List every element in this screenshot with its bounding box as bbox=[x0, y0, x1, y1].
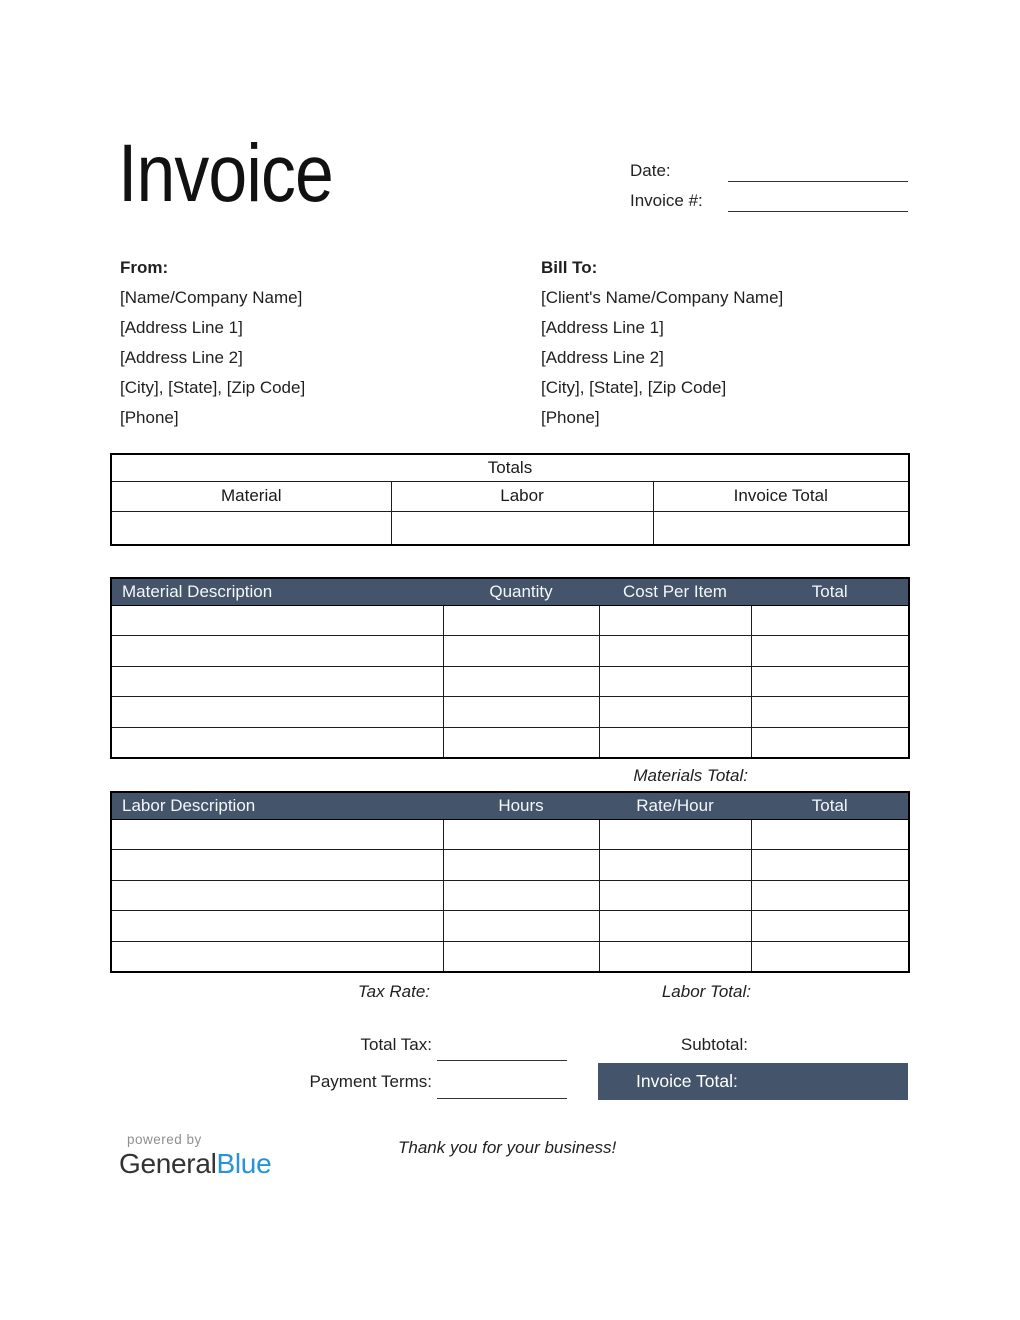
material-total-cell[interactable] bbox=[751, 666, 909, 697]
material-total-cell[interactable] bbox=[751, 605, 909, 636]
materials-item-row bbox=[111, 605, 909, 636]
labor-table bbox=[110, 791, 910, 973]
material-quantity-cell[interactable] bbox=[443, 666, 599, 697]
labor-rate-cell[interactable] bbox=[599, 911, 751, 942]
totals-invoice-total-header: Invoice Total bbox=[653, 481, 909, 511]
invoice-number-input-line[interactable] bbox=[728, 211, 908, 212]
labor-description-cell[interactable] bbox=[111, 941, 443, 972]
labor-total-cell[interactable] bbox=[751, 911, 909, 942]
labor-total-cell[interactable] bbox=[751, 819, 909, 850]
date-input-line[interactable] bbox=[728, 181, 908, 182]
material-cost-cell[interactable] bbox=[599, 636, 751, 667]
materials-table bbox=[110, 577, 910, 759]
bill-to-address1-line: [Address Line 1] bbox=[541, 318, 664, 337]
materials-quantity-header: Quantity bbox=[443, 578, 599, 605]
materials-item-row bbox=[111, 636, 909, 667]
labor-rate-cell[interactable] bbox=[599, 941, 751, 972]
material-description-cell[interactable] bbox=[111, 636, 443, 667]
material-cost-cell[interactable] bbox=[599, 605, 751, 636]
payment-terms-input-line[interactable] bbox=[437, 1098, 567, 1099]
bill-to-address2-line: [Address Line 2] bbox=[541, 348, 664, 367]
materials-total-header: Total bbox=[751, 578, 909, 605]
general-blue-logo[interactable] bbox=[119, 1148, 271, 1180]
from-heading: From: bbox=[120, 258, 169, 277]
material-total-cell[interactable] bbox=[751, 727, 909, 758]
labor-description-cell[interactable] bbox=[111, 850, 443, 881]
material-description-cell[interactable] bbox=[111, 605, 443, 636]
from-city-line: [City], [State], [Zip Code] bbox=[120, 378, 306, 397]
labor-total-cell[interactable] bbox=[751, 941, 909, 972]
labor-item-row bbox=[111, 850, 909, 881]
labor-total-cell[interactable] bbox=[751, 880, 909, 911]
from-block bbox=[120, 253, 305, 433]
from-name-line: [Name/Company Name] bbox=[120, 288, 303, 307]
labor-rate-cell[interactable] bbox=[599, 880, 751, 911]
material-description-cell[interactable] bbox=[111, 697, 443, 728]
labor-description-cell[interactable] bbox=[111, 880, 443, 911]
totals-material-value-cell[interactable] bbox=[111, 511, 391, 545]
labor-hours-cell[interactable] bbox=[443, 941, 599, 972]
materials-total-label: Materials Total: bbox=[633, 766, 748, 785]
brand-general-text: General bbox=[119, 1148, 217, 1179]
totals-labor-header: Labor bbox=[391, 481, 653, 511]
from-address2-line: [Address Line 2] bbox=[120, 348, 243, 367]
labor-total-label: Labor Total: bbox=[661, 982, 751, 1001]
subtotal-label: Subtotal: bbox=[680, 1035, 748, 1054]
bill-to-phone-line: [Phone] bbox=[541, 408, 600, 427]
totals-labor-value-cell[interactable] bbox=[391, 511, 653, 545]
from-phone-line: [Phone] bbox=[120, 408, 179, 427]
invoice-number-label: Invoice #: bbox=[630, 191, 703, 210]
from-address1-line: [Address Line 1] bbox=[120, 318, 243, 337]
labor-rate-cell[interactable] bbox=[599, 850, 751, 881]
material-description-cell[interactable] bbox=[111, 666, 443, 697]
material-cost-cell[interactable] bbox=[599, 727, 751, 758]
total-tax-label: Total Tax: bbox=[360, 1035, 432, 1054]
totals-invoice-total-value-cell[interactable] bbox=[653, 511, 909, 545]
material-quantity-cell[interactable] bbox=[443, 636, 599, 667]
labor-item-row bbox=[111, 880, 909, 911]
material-quantity-cell[interactable] bbox=[443, 727, 599, 758]
bill-to-heading: Bill To: bbox=[541, 258, 598, 277]
bill-to-city-line: [City], [State], [Zip Code] bbox=[541, 378, 727, 397]
materials-item-row bbox=[111, 666, 909, 697]
totals-table bbox=[110, 453, 910, 546]
materials-description-header: Material Description bbox=[111, 578, 443, 605]
labor-total-cell[interactable] bbox=[751, 850, 909, 881]
invoice-total-box[interactable] bbox=[598, 1063, 908, 1100]
material-total-cell[interactable] bbox=[751, 636, 909, 667]
labor-rate-header: Rate/Hour bbox=[599, 792, 751, 819]
labor-description-cell[interactable] bbox=[111, 911, 443, 942]
materials-cost-per-item-header: Cost Per Item bbox=[599, 578, 751, 605]
totals-table-title: Totals bbox=[111, 454, 909, 481]
material-total-cell[interactable] bbox=[751, 697, 909, 728]
labor-description-cell[interactable] bbox=[111, 819, 443, 850]
labor-hours-cell[interactable] bbox=[443, 880, 599, 911]
payment-terms-label: Payment Terms: bbox=[309, 1072, 432, 1091]
invoice-total-box-label: Invoice Total: bbox=[636, 1071, 738, 1091]
materials-item-row bbox=[111, 727, 909, 758]
labor-rate-cell[interactable] bbox=[599, 819, 751, 850]
page-title: Invoice bbox=[118, 128, 333, 219]
material-description-cell[interactable] bbox=[111, 727, 443, 758]
bill-to-name-line: [Client's Name/Company Name] bbox=[541, 288, 784, 307]
material-cost-cell[interactable] bbox=[599, 666, 751, 697]
material-quantity-cell[interactable] bbox=[443, 697, 599, 728]
labor-total-header: Total bbox=[751, 792, 909, 819]
brand-blue-text: Blue bbox=[216, 1148, 272, 1179]
total-tax-input-line[interactable] bbox=[437, 1060, 567, 1061]
date-label: Date: bbox=[630, 161, 671, 180]
tax-rate-label: Tax Rate: bbox=[357, 982, 430, 1001]
labor-item-row bbox=[111, 941, 909, 972]
powered-by-text: powered by bbox=[127, 1132, 202, 1147]
material-cost-cell[interactable] bbox=[599, 697, 751, 728]
thank-you-message: Thank you for your business! bbox=[398, 1138, 617, 1157]
labor-hours-cell[interactable] bbox=[443, 819, 599, 850]
materials-item-row bbox=[111, 697, 909, 728]
labor-item-row bbox=[111, 911, 909, 942]
material-quantity-cell[interactable] bbox=[443, 605, 599, 636]
labor-hours-cell[interactable] bbox=[443, 850, 599, 881]
totals-material-header: Material bbox=[111, 481, 391, 511]
labor-hours-header: Hours bbox=[443, 792, 599, 819]
labor-description-header: Labor Description bbox=[111, 792, 443, 819]
labor-hours-cell[interactable] bbox=[443, 911, 599, 942]
labor-item-row bbox=[111, 819, 909, 850]
bill-to-block bbox=[541, 253, 783, 433]
